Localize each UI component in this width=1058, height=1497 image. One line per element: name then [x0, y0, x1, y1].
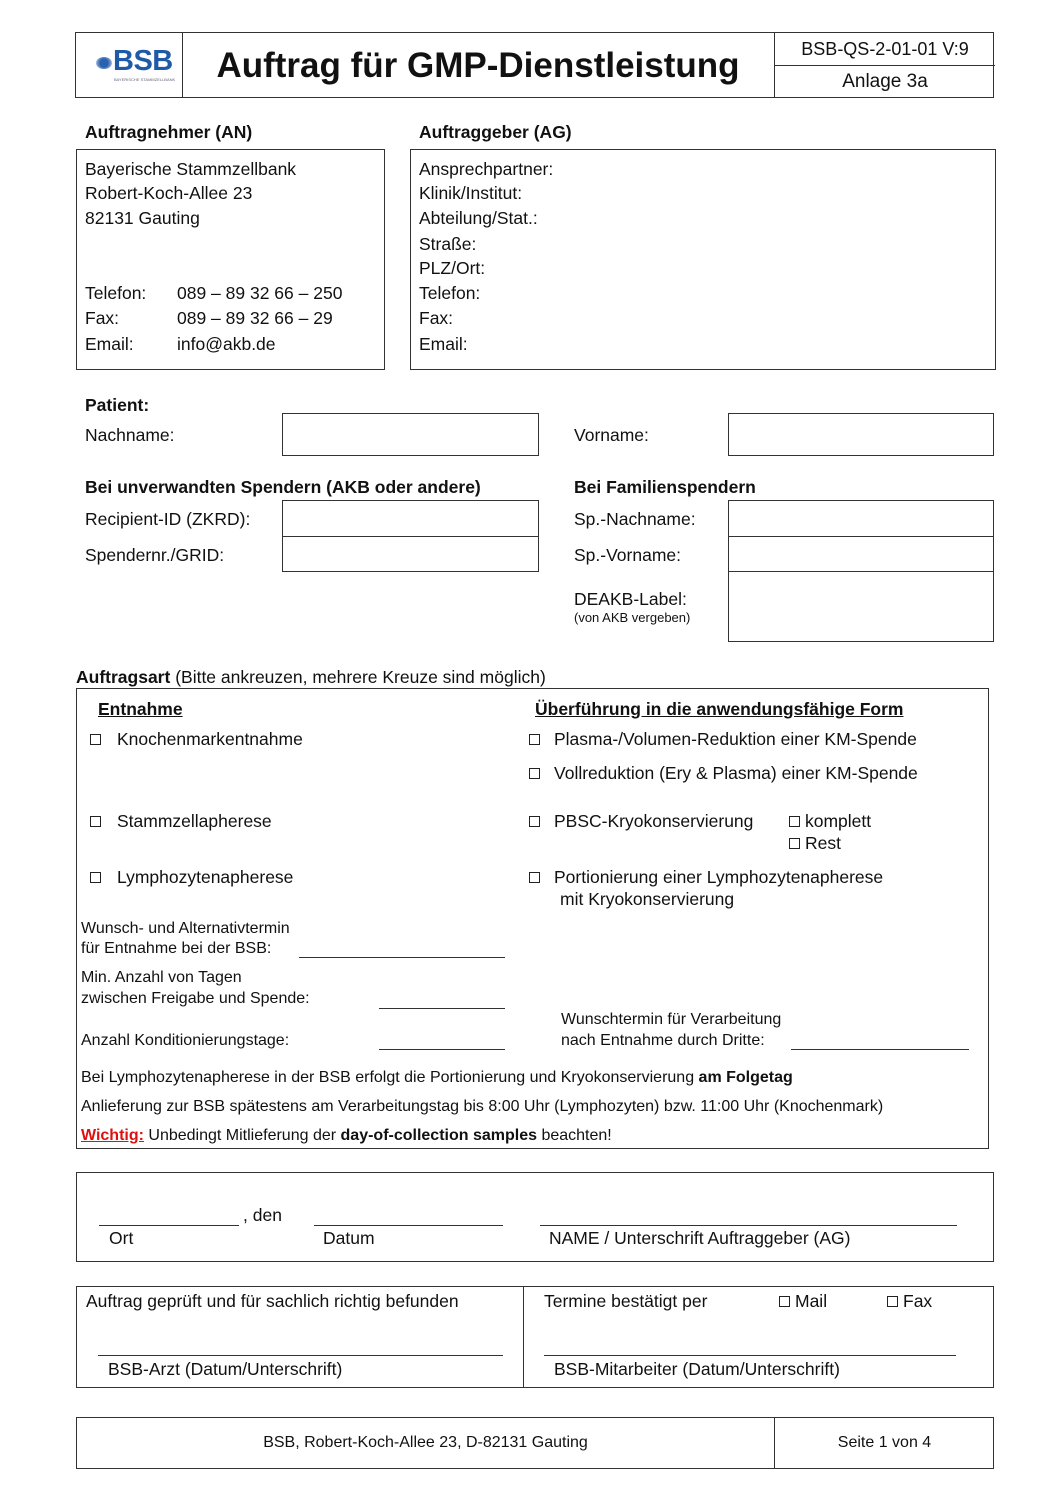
- confirmed-text: Termine bestätigt per: [544, 1291, 708, 1311]
- logo-text: BSB: [113, 45, 173, 77]
- donor-grid-label: Spendernr./GRID:: [85, 545, 225, 565]
- checkbox-stem-cell-apheresis[interactable]: Stammzellapherese: [90, 810, 272, 832]
- checkbox-icon[interactable]: [529, 768, 540, 779]
- footer-address: BSB, Robert-Koch-Allee 23, D-82131 Gauting: [263, 1434, 588, 1451]
- checkbox-pbsc-complete[interactable]: komplett: [789, 810, 871, 832]
- deakb-label-field[interactable]: [728, 571, 994, 642]
- checkbox-icon[interactable]: [529, 816, 540, 827]
- attachment-label: Anlage 3a: [842, 71, 928, 92]
- contractor-box: [76, 149, 385, 370]
- third-party-date-label-1: Wunschtermin für Verarbeitung: [561, 1011, 782, 1028]
- client-field-fax[interactable]: Fax:: [419, 308, 454, 328]
- contractor-email[interactable]: info@akb.de: [177, 334, 276, 354]
- checkbox-icon[interactable]: [887, 1296, 898, 1307]
- header-table: [75, 32, 994, 98]
- checkbox-full-reduction[interactable]: Vollreduktion (Ery & Plasma) einer KM-Spende: [529, 762, 918, 784]
- review-divider: [523, 1287, 524, 1387]
- client-signature-label: NAME / Unterschrift Auftraggeber (AG): [549, 1228, 851, 1248]
- logo-subtext: BAYERISCHE STAMMZELLBANK: [114, 77, 176, 82]
- page-title: Auftrag für GMP-Dienstleistung: [216, 46, 740, 85]
- client-field-street[interactable]: Straße:: [419, 234, 477, 254]
- collection-heading: Entnahme: [98, 699, 183, 719]
- contractor-email-label: Email:: [85, 334, 134, 354]
- checkbox-icon[interactable]: [779, 1296, 790, 1307]
- preferred-date-input[interactable]: [299, 957, 505, 958]
- family-lastname-field[interactable]: [728, 500, 994, 537]
- checkbox-icon[interactable]: [789, 838, 800, 849]
- client-field-department[interactable]: Abteilung/Stat.:: [419, 208, 538, 228]
- unrelated-heading: Bei unverwandten Spendern (AKB oder andere): [85, 477, 481, 497]
- family-firstname-label: Sp.-Vorname:: [574, 545, 681, 565]
- processing-heading: Überführung in die anwendungsfähige Form: [535, 699, 904, 719]
- client-field-clinic[interactable]: Klinik/Institut:: [419, 183, 523, 203]
- deakb-label-label: DEAKB-Label:: [574, 589, 687, 609]
- checkbox-icon[interactable]: [529, 734, 540, 745]
- note-important: Wichtig: Unbedingt Mitlieferung der day-of-collection samples beachten!: [81, 1127, 612, 1144]
- contractor-city: 82131 Gauting: [85, 208, 200, 228]
- doctor-signature-input[interactable]: [98, 1355, 503, 1356]
- client-field-phone[interactable]: Telefon:: [419, 283, 481, 303]
- family-firstname-field[interactable]: [728, 536, 994, 572]
- checkbox-icon[interactable]: [529, 872, 540, 883]
- order-type-heading: [76, 666, 546, 688]
- client-field-email[interactable]: Email:: [419, 334, 468, 354]
- family-heading: Bei Familienspendern: [574, 477, 756, 497]
- review-checked-text: Auftrag geprüft und für sachlich richtig befunden: [86, 1291, 459, 1311]
- doctor-signature-label: BSB-Arzt (Datum/Unterschrift): [108, 1359, 343, 1379]
- den-label: , den: [243, 1205, 282, 1225]
- checkbox-pbsc-rest[interactable]: Rest: [789, 832, 841, 854]
- order-type-title: Auftragsart: [76, 667, 171, 687]
- client-field-contact[interactable]: Ansprechpartner:: [419, 159, 554, 179]
- family-lastname-label: Sp.-Nachname:: [574, 509, 696, 529]
- min-days-input[interactable]: [379, 1008, 505, 1009]
- contractor-phone: 089 – 89 32 66 – 250: [177, 283, 343, 303]
- logo-emblem-icon: [96, 57, 112, 69]
- patient-lastname-label: Nachname:: [85, 425, 175, 445]
- note-delivery: Anlieferung zur BSB spätestens am Verarbeitungstag bis 8:00 Uhr (Lymphozyten) bzw. 11:00 Uhr (Knochenmark): [81, 1098, 884, 1115]
- contractor-phone-label: Telefon:: [85, 283, 147, 303]
- min-days-label-1: Min. Anzahl von Tagen: [81, 969, 242, 986]
- preferred-date-label-2: für Entnahme bei der BSB:: [81, 940, 272, 957]
- patient-firstname-field[interactable]: [728, 413, 994, 456]
- contractor-name: Bayerische Stammzellbank: [85, 159, 297, 179]
- place-input[interactable]: [99, 1225, 239, 1226]
- deakb-label-note: (von AKB vergeben): [574, 610, 691, 625]
- date-label: Datum: [323, 1228, 375, 1248]
- footer-page-number: Seite 1 von 4: [774, 1418, 994, 1468]
- contractor-fax: 089 – 89 32 66 – 29: [177, 308, 333, 328]
- client-signature-input[interactable]: [540, 1225, 957, 1226]
- preferred-date-label-1: Wunsch- und Alternativtermin: [81, 920, 290, 937]
- conditioning-days-label: Anzahl Konditionierungstage:: [81, 1032, 290, 1049]
- patient-heading: Patient:: [85, 395, 150, 415]
- recipient-id-label: Recipient-ID (ZKRD):: [85, 509, 251, 529]
- contractor-fax-label: Fax:: [85, 308, 120, 328]
- checkbox-pbsc-cryopreservation[interactable]: PBSC-Kryokonservierung: [529, 810, 753, 832]
- contractor-heading: Auftragnehmer (AN): [85, 122, 253, 142]
- patient-firstname-label: Vorname:: [574, 425, 649, 445]
- doc-code-cell: [774, 33, 995, 66]
- checkbox-lymphocyte-apheresis[interactable]: Lymphozytenapherese: [90, 866, 293, 888]
- staff-signature-input[interactable]: [544, 1355, 956, 1356]
- lymphocyte-portioning-cont: mit Kryokonservierung: [560, 889, 735, 909]
- third-party-date-label-2: nach Entnahme durch Dritte:: [561, 1032, 765, 1049]
- patient-lastname-field[interactable]: [282, 413, 539, 456]
- doc-code: BSB-QS-2-01-01 V:9: [801, 39, 969, 59]
- note-lymphocyte: Bei Lymphozytenapherese in der BSB erfolgt die Portionierung und Kryokonservierung am Folgetag: [81, 1069, 793, 1086]
- attachment-cell: [774, 66, 995, 97]
- min-days-label-2: zwischen Freigabe und Spende:: [81, 990, 310, 1007]
- order-type-note: (Bitte ankreuzen, mehrere Kreuze sind möglich): [170, 667, 546, 687]
- conditioning-days-input[interactable]: [379, 1049, 505, 1050]
- third-party-date-input[interactable]: [791, 1049, 969, 1050]
- signature-box: [76, 1172, 994, 1262]
- client-heading: Auftraggeber (AG): [419, 122, 572, 142]
- checkbox-icon[interactable]: [789, 816, 800, 827]
- donor-grid-field[interactable]: [282, 536, 539, 572]
- warning-label: Wichtig:: [81, 1127, 144, 1144]
- checkbox-plasma-volume-reduction[interactable]: Plasma-/Volumen-Reduktion einer KM-Spende: [529, 728, 917, 750]
- checkbox-mail[interactable]: Mail: [779, 1290, 827, 1312]
- review-box: [76, 1286, 994, 1388]
- client-field-zip-city[interactable]: PLZ/Ort:: [419, 258, 486, 278]
- checkbox-icon[interactable]: [90, 734, 101, 745]
- checkbox-icon[interactable]: [90, 816, 101, 827]
- footer-table: [76, 1417, 994, 1469]
- contractor-street: Robert-Koch-Allee 23: [85, 183, 253, 203]
- checkbox-fax[interactable]: Fax: [887, 1290, 932, 1312]
- recipient-id-field[interactable]: [282, 500, 539, 537]
- order-type-box: [76, 688, 989, 1149]
- checkbox-lymphocyte-portioning[interactable]: Portionierung einer Lymphozytenapherese: [529, 866, 883, 888]
- checkbox-bone-marrow[interactable]: Knochenmarkentnahme: [90, 728, 303, 750]
- checkbox-icon[interactable]: [90, 872, 101, 883]
- place-label: Ort: [109, 1228, 134, 1248]
- logo-cell: [76, 33, 183, 97]
- date-input[interactable]: [314, 1225, 503, 1226]
- staff-signature-label: BSB-Mitarbeiter (Datum/Unterschrift): [554, 1359, 840, 1379]
- client-box: [410, 149, 996, 370]
